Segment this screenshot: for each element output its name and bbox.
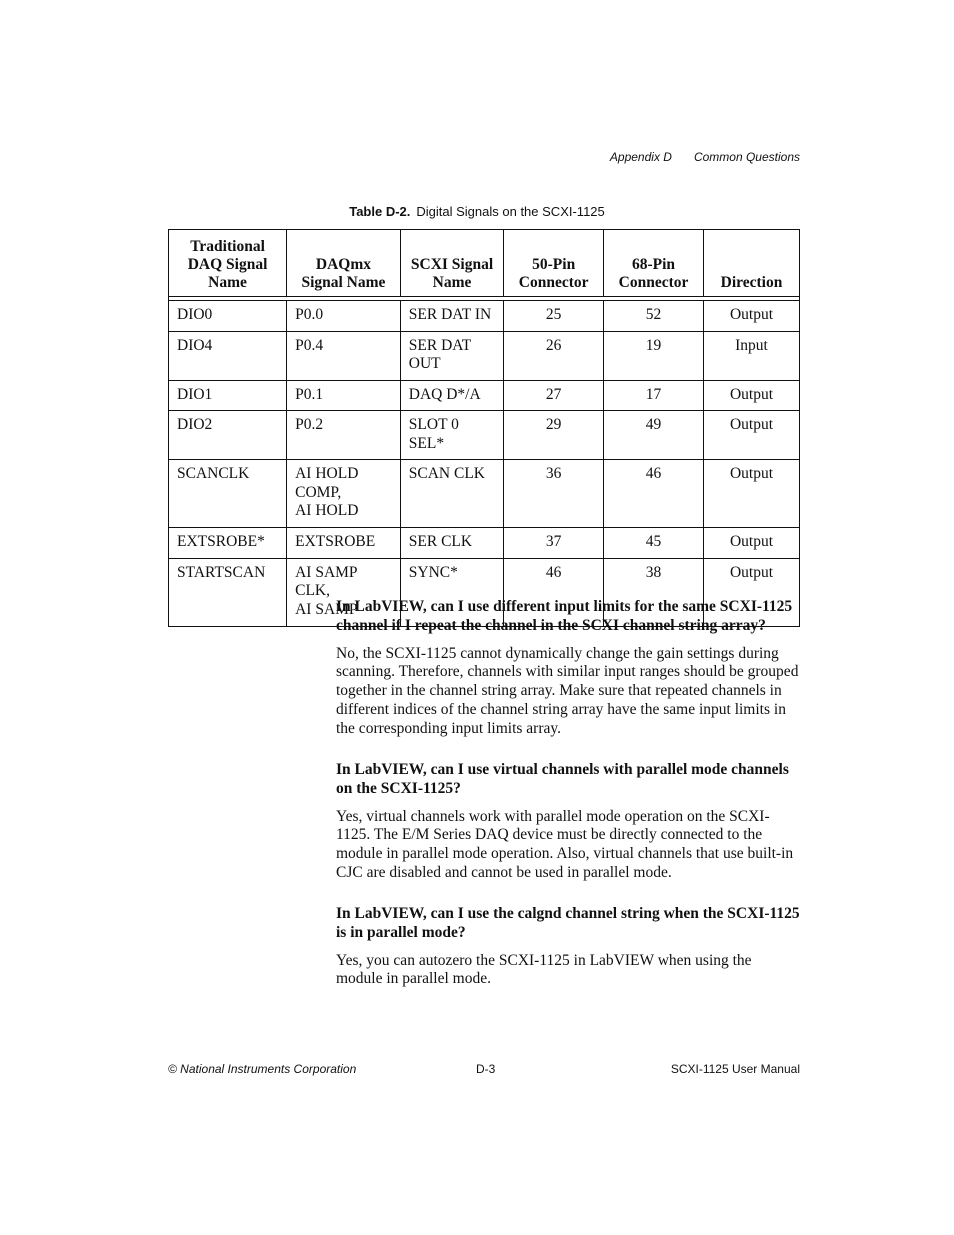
daqmx-line: AI HOLD [295, 465, 359, 482]
cell-50-pin: 36 [504, 460, 604, 528]
column-header: Traditional DAQ Signal Name [169, 230, 287, 297]
column-header: 68-Pin Connector [604, 230, 704, 297]
footer-manual-title: SCXI-1125 User Manual [670, 1062, 800, 1076]
cell-traditional-signal: SCANCLK [169, 460, 287, 528]
header-section: Appendix D [609, 150, 672, 164]
cell-direction: Output [703, 301, 799, 332]
daqmx-line: AI SAMP [295, 600, 358, 618]
column-header: Direction [703, 230, 799, 297]
cell-50-pin: 29 [504, 411, 604, 460]
cell-daqmx-signal [287, 331, 401, 380]
cell-68-pin: 19 [604, 331, 704, 380]
header-chapter: Common Questions [693, 150, 800, 164]
daqmx-line: P0.4 [295, 336, 324, 354]
digital-signals-table [168, 229, 800, 627]
cell-68-pin: 52 [604, 301, 704, 332]
cell-scxi-signal: SYNC* [400, 558, 503, 626]
cell-scxi-signal: SLOT 0 SEL* [400, 411, 503, 460]
cell-traditional-signal: DIO4 [169, 331, 287, 380]
column-header: 50-Pin Connector [504, 230, 604, 297]
daqmx-line: P0.1 [295, 385, 324, 403]
cell-direction: Output [703, 558, 799, 626]
daqmx-line: AI SAMP [295, 563, 358, 581]
cell-scxi-signal: SCAN CLK [400, 460, 503, 528]
cell-scxi-signal: DAQ D*/A [400, 380, 503, 411]
table-row [169, 460, 800, 528]
qa-block-1 [336, 598, 800, 739]
cell-traditional-signal: DIO1 [169, 380, 287, 411]
cell-scxi-signal: SER DAT IN [400, 301, 503, 332]
table-caption [0, 204, 954, 219]
column-header: SCXI Signal Name [400, 230, 503, 297]
answer-paragraph: No, the SCXI-1125 cannot dynamically change the gain settings during scanning. Therefore, channels with similar input ranges should be grouped together in the channel string array. Make sure that repeated channels in different indices of the channel string array have the same input limits in the corresponding input limits array. [336, 644, 799, 737]
column-header: DAQmx Signal Name [287, 230, 401, 297]
footer-copyright: © National Instruments Corporation [168, 1062, 357, 1076]
cell-50-pin: 27 [504, 380, 604, 411]
cell-50-pin: 26 [504, 331, 604, 380]
cell-daqmx-signal [287, 528, 401, 559]
table-body [169, 301, 800, 627]
qa-block-2 [336, 761, 800, 883]
table-row [169, 331, 800, 380]
daqmx-line: CLK, [295, 582, 330, 599]
cell-direction: Output [703, 528, 799, 559]
daqmx-line: P0.2 [295, 416, 324, 433]
cell-scxi-signal: SER DAT OUT [400, 331, 503, 380]
table-caption-label: Table D-2. [349, 204, 411, 219]
running-header [610, 150, 800, 164]
table-header-row [169, 230, 800, 297]
cell-68-pin: 46 [604, 460, 704, 528]
cell-daqmx-signal [287, 460, 401, 528]
daqmx-line: P0.0 [295, 306, 324, 323]
cell-50-pin: 25 [504, 301, 604, 332]
daqmx-line: EXTSROBE [295, 533, 376, 550]
table-row [169, 411, 800, 460]
cell-50-pin: 46 [504, 558, 604, 626]
cell-daqmx-signal [287, 380, 401, 411]
answer-paragraph: Yes, virtual channels work with parallel mode operation on the SCXI-1125. The E/M Series DAQ device must be directly connected to the module in parallel mode operation. Also, virtual channels that use built-in CJC are disabled and cannot be used in parallel mode. [336, 807, 794, 881]
table-row [169, 528, 800, 559]
table-row [169, 301, 800, 332]
cell-traditional-signal: EXTSROBE* [169, 528, 287, 559]
question-heading: In LabVIEW, can I use different input limits for the same SCXI-1125 channel if I repeat the channel in the SCXI channel string array? [336, 598, 793, 634]
cell-daqmx-signal [287, 411, 401, 460]
cell-traditional-signal: DIO2 [169, 411, 287, 460]
cell-traditional-signal: STARTSCAN [169, 558, 287, 626]
table-caption-text: Digital Signals on the SCXI-1125 [416, 204, 605, 219]
cell-direction: Output [703, 460, 799, 528]
cell-direction: Output [703, 380, 799, 411]
footer-page-number: D-3 [476, 1062, 496, 1076]
table-row [169, 380, 800, 411]
cell-68-pin: 38 [604, 558, 704, 626]
answer-paragraph: Yes, you can autozero the SCXI-1125 in LabVIEW when using the module in parallel mode. [336, 951, 752, 988]
cell-68-pin: 45 [604, 528, 704, 559]
cell-50-pin: 37 [504, 528, 604, 559]
cell-direction: Output [703, 411, 799, 460]
qa-block-3 [336, 905, 800, 989]
cell-daqmx-signal [287, 301, 401, 332]
cell-scxi-signal: SER CLK [400, 528, 503, 559]
cell-68-pin: 49 [604, 411, 704, 460]
cell-traditional-signal: DIO0 [169, 301, 287, 332]
cell-68-pin: 17 [604, 380, 704, 411]
question-heading: In LabVIEW, can I use virtual channels with parallel mode channels on the SCXI-1125? [336, 761, 789, 797]
daqmx-line: AI HOLD [295, 502, 359, 519]
cell-direction: Input [703, 331, 799, 380]
daqmx-line: COMP, [295, 483, 342, 501]
question-heading: In LabVIEW, can I use the calgnd channel string when the SCXI-1125 is in parallel mode? [336, 905, 800, 941]
